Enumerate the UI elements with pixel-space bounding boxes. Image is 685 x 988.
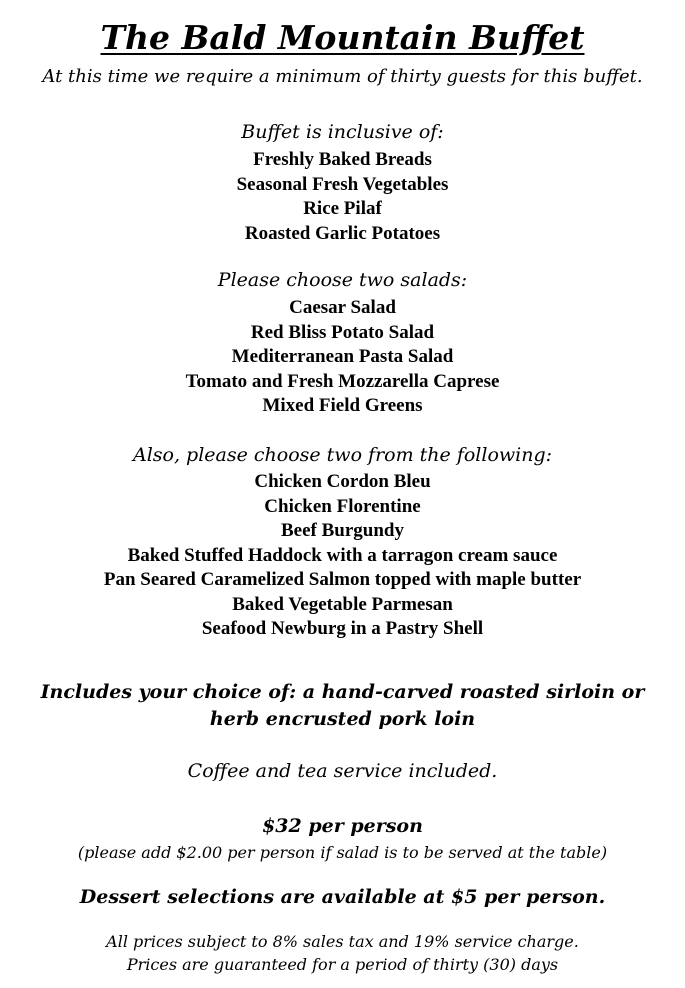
entrees-heading: Also, please choose two from the following: <box>132 444 553 466</box>
list-item: Red Bliss Potato Salad <box>250 321 435 343</box>
list-item: Mixed Field Greens <box>262 395 423 416</box>
inclusive-list <box>0 148 685 246</box>
entrees-list <box>0 470 685 642</box>
list-item: Roasted Garlic Potatoes <box>244 222 441 244</box>
footer-guarantee-note: Prices are guaranteed for a period of thirty (30) days <box>126 955 559 974</box>
salads-list <box>0 296 685 419</box>
list-item: Chicken Cordon Bleu <box>254 471 431 492</box>
list-item: Caesar Salad <box>289 297 396 318</box>
list-item: Tomato and Fresh Mozzarella Caprese <box>185 370 500 392</box>
carving-line-1: Includes your choice of: a hand-carved roasted sirloin or <box>40 681 645 703</box>
salads-heading: Please choose two salads: <box>217 269 468 291</box>
salad-service-note: (please add $2.00 per person if salad is to be served at the table) <box>77 843 608 862</box>
inclusive-heading: Buffet is inclusive of: <box>241 121 444 143</box>
list-item: Freshly Baked Breads <box>253 149 432 170</box>
page-title-text: The Bald Mountain Buffet <box>100 18 585 57</box>
footer-tax-note: All prices subject to 8% sales tax and 19% service charge. <box>106 932 579 951</box>
carving-line-2: herb encrusted pork loin <box>209 708 476 730</box>
price-amount: $32 per person <box>262 815 423 837</box>
list-item: Beef Burgundy <box>281 520 404 541</box>
list-item: Baked Stuffed Haddock with a tarragon cream sauce <box>127 544 558 566</box>
list-item: Seafood Newburg in a Pastry Shell <box>201 618 484 639</box>
list-item: Baked Vegetable Parmesan <box>232 593 453 615</box>
dessert-note: Dessert selections are available at $5 per person. <box>79 886 606 908</box>
list-item: Mediterranean Pasta Salad <box>231 346 454 367</box>
list-item: Seasonal Fresh Vegetables <box>236 173 449 195</box>
list-item: Chicken Florentine <box>264 495 421 517</box>
page-title <box>0 14 685 62</box>
coffee-note: Coffee and tea service included. <box>187 760 498 782</box>
minimum-guests-note: At this time we require a minimum of thirty guests for this buffet. <box>42 66 643 87</box>
list-item: Rice Pilaf <box>303 198 382 219</box>
list-item: Pan Seared Caramelized Salmon topped with maple butter <box>103 569 582 590</box>
